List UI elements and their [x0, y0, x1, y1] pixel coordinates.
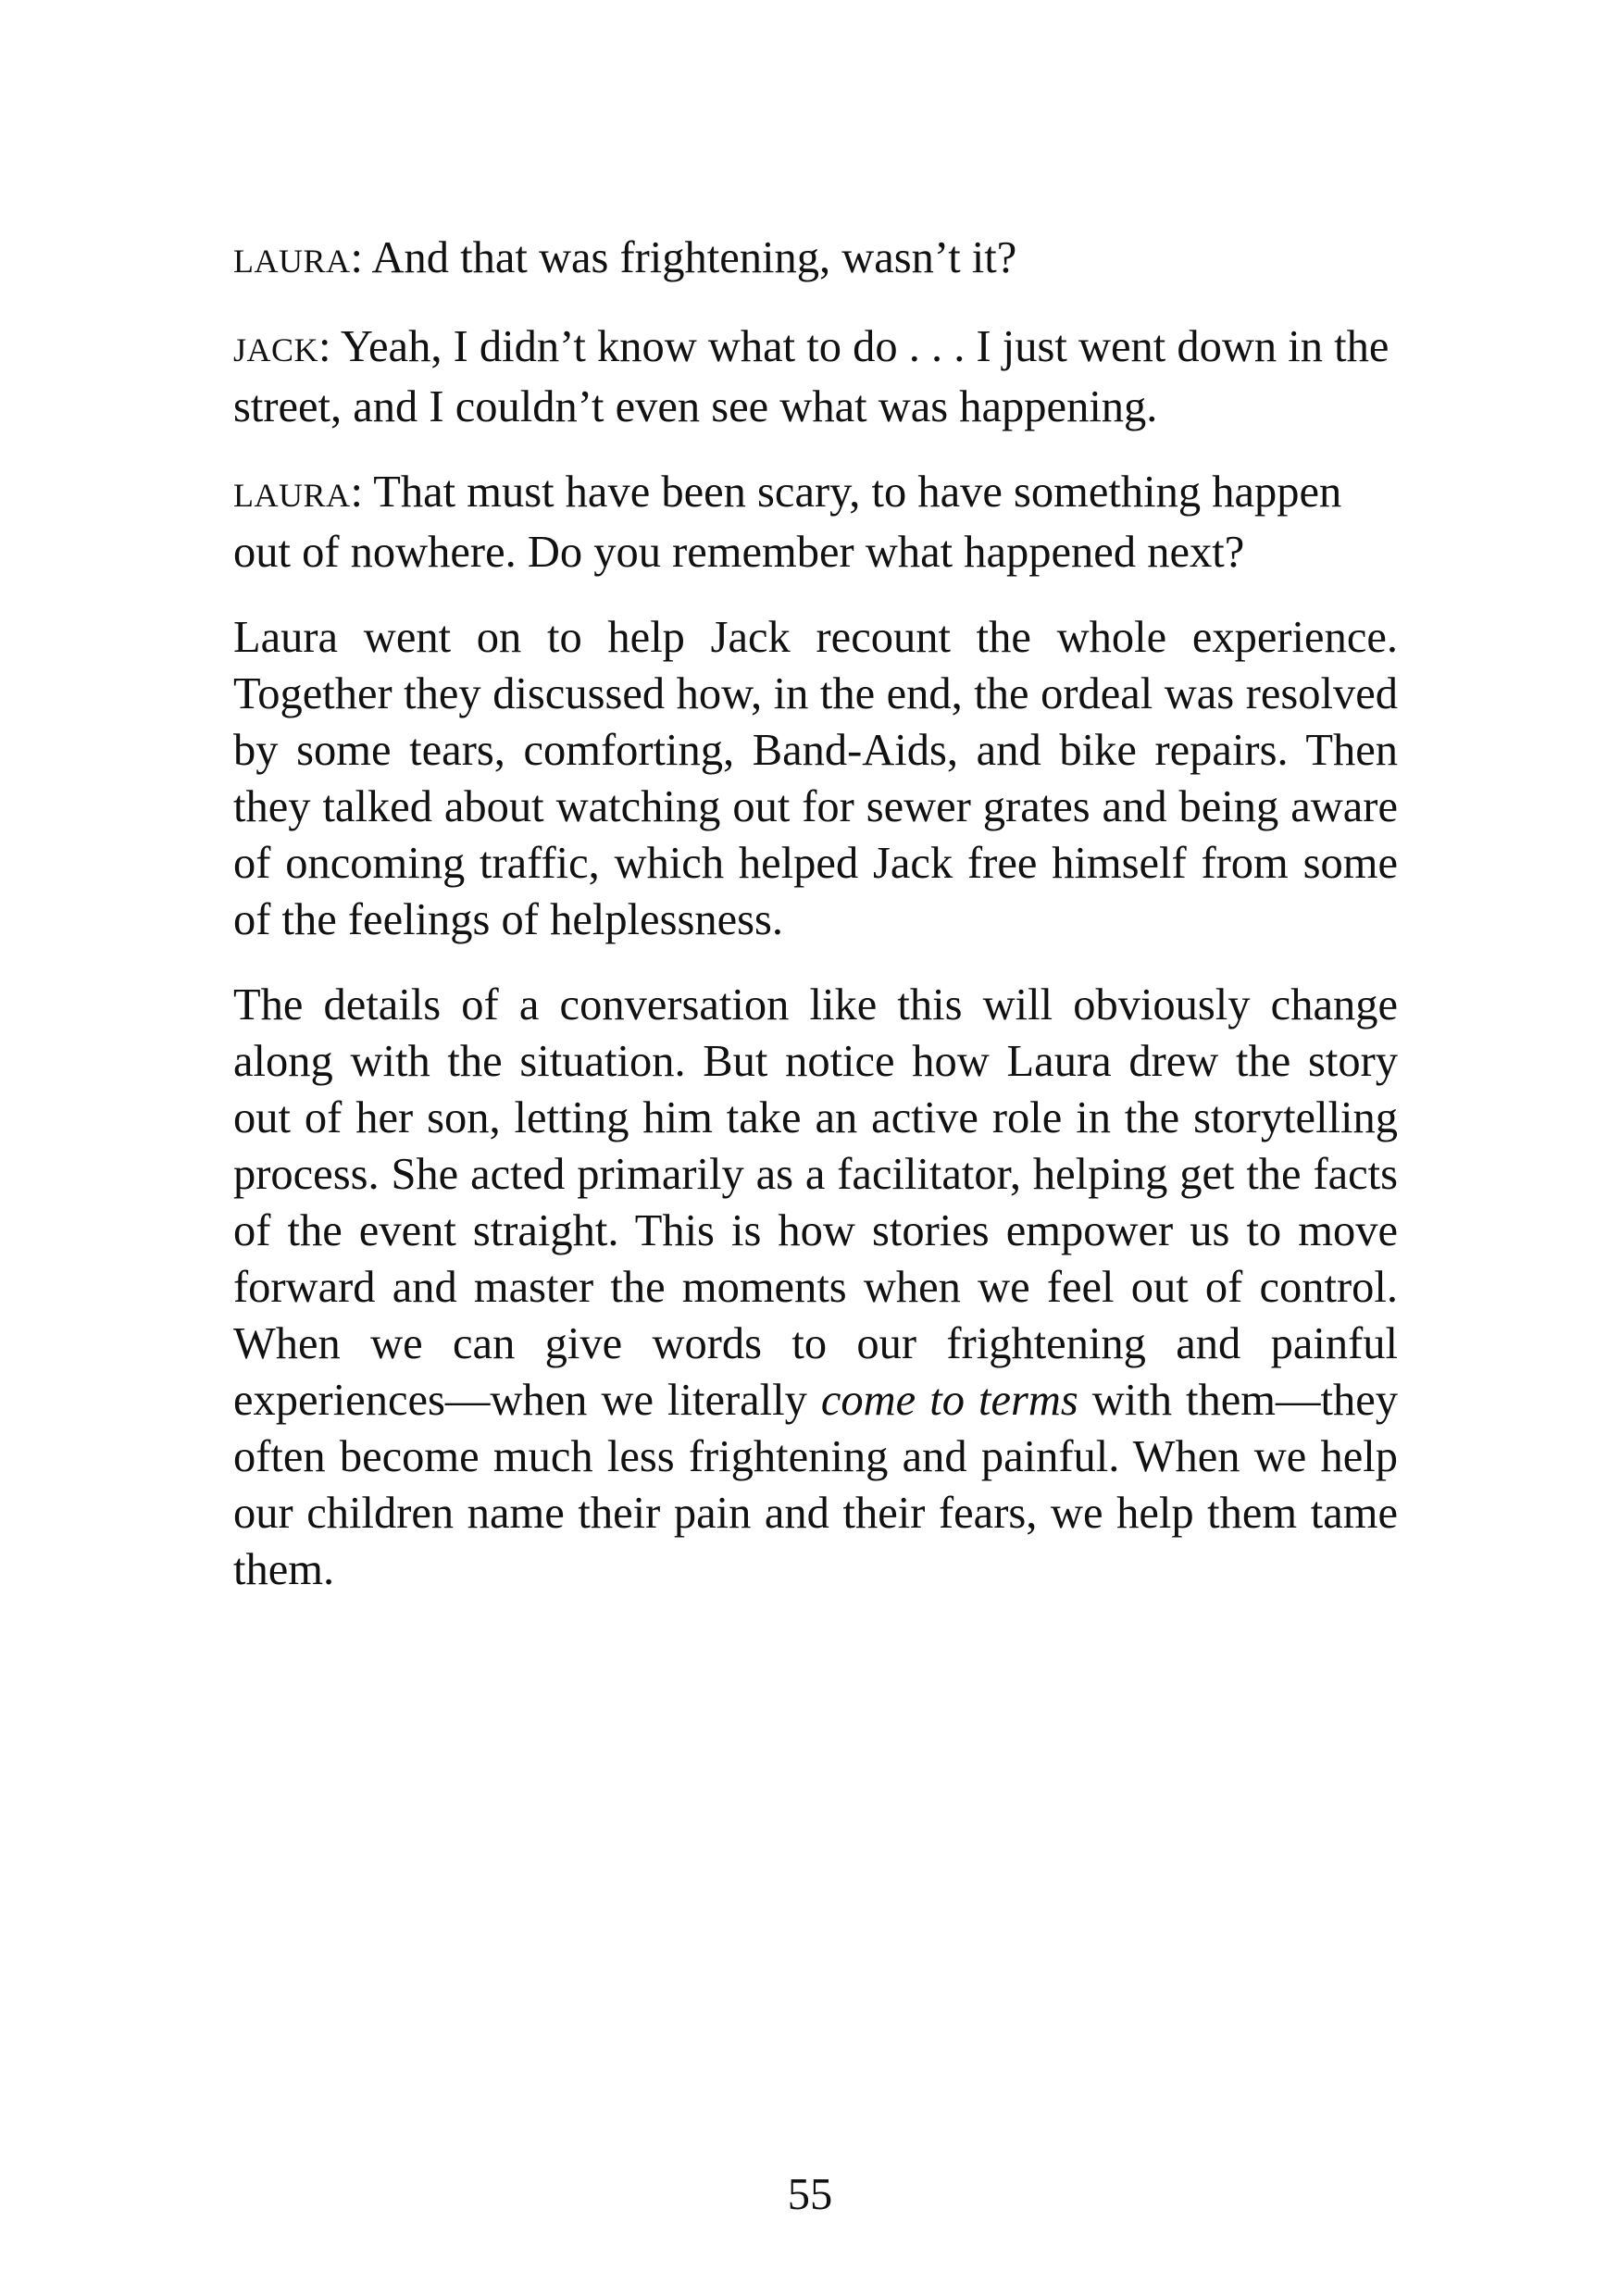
emphasis-come-to-terms: come to terms [820, 1376, 1078, 1425]
dialogue-text: That must have been scary, to have something happen out of nowhere. Do you remember what happened next? [233, 468, 1342, 577]
page-number: 55 [787, 2170, 833, 2219]
paragraph-details-text-start: The details of a conversation like this will obviously change along with the situation. But notice how Laura drew the story out of her son, letting him take an active role in the storytelling process. She acted primarily as a facilitator, helping get the facts of the event straight. This is how stories empower us to move forward and master the moments when we feel out of control. When we can give words to our frightening and painful experiences—when we literally [233, 980, 1398, 1425]
dialogue-line-jack [233, 318, 1398, 435]
speaker-separator: : [350, 468, 374, 517]
body-text [233, 230, 1398, 1627]
speaker-name: JACK [233, 331, 319, 368]
speaker-name: LAURA [233, 477, 351, 514]
speaker-separator: : [318, 322, 341, 371]
dialogue-text: Yeah, I didn’t know what to do . . . I just went down in the street, and I couldn’t even see what was happening. [233, 322, 1389, 431]
speaker-separator: : [350, 233, 372, 282]
dialogue-line-laura-2 [233, 464, 1398, 580]
dialogue-line-laura-1 [233, 230, 1398, 290]
paragraph-details [233, 977, 1398, 1598]
paragraph-recount: Laura went on to help Jack recount the whole experience. Together they discussed how, in the end, the ordeal was resolved by some tears, comforting, Band-Aids, and bike repairs. Then they talked about watching out for sewer grates and being aware of oncoming traffic, which helped Jack free himself from some of the feelings of helplessness. [233, 613, 1398, 944]
dialogue-text: And that was frightening, wasn’t it? [371, 233, 1017, 282]
speaker-name: LAURA [233, 243, 351, 280]
paragraph-details-text-end: with them—they often become much less frightening and painful. When we help our children name their pain and their fears, we help them tame them. [233, 1376, 1398, 1594]
